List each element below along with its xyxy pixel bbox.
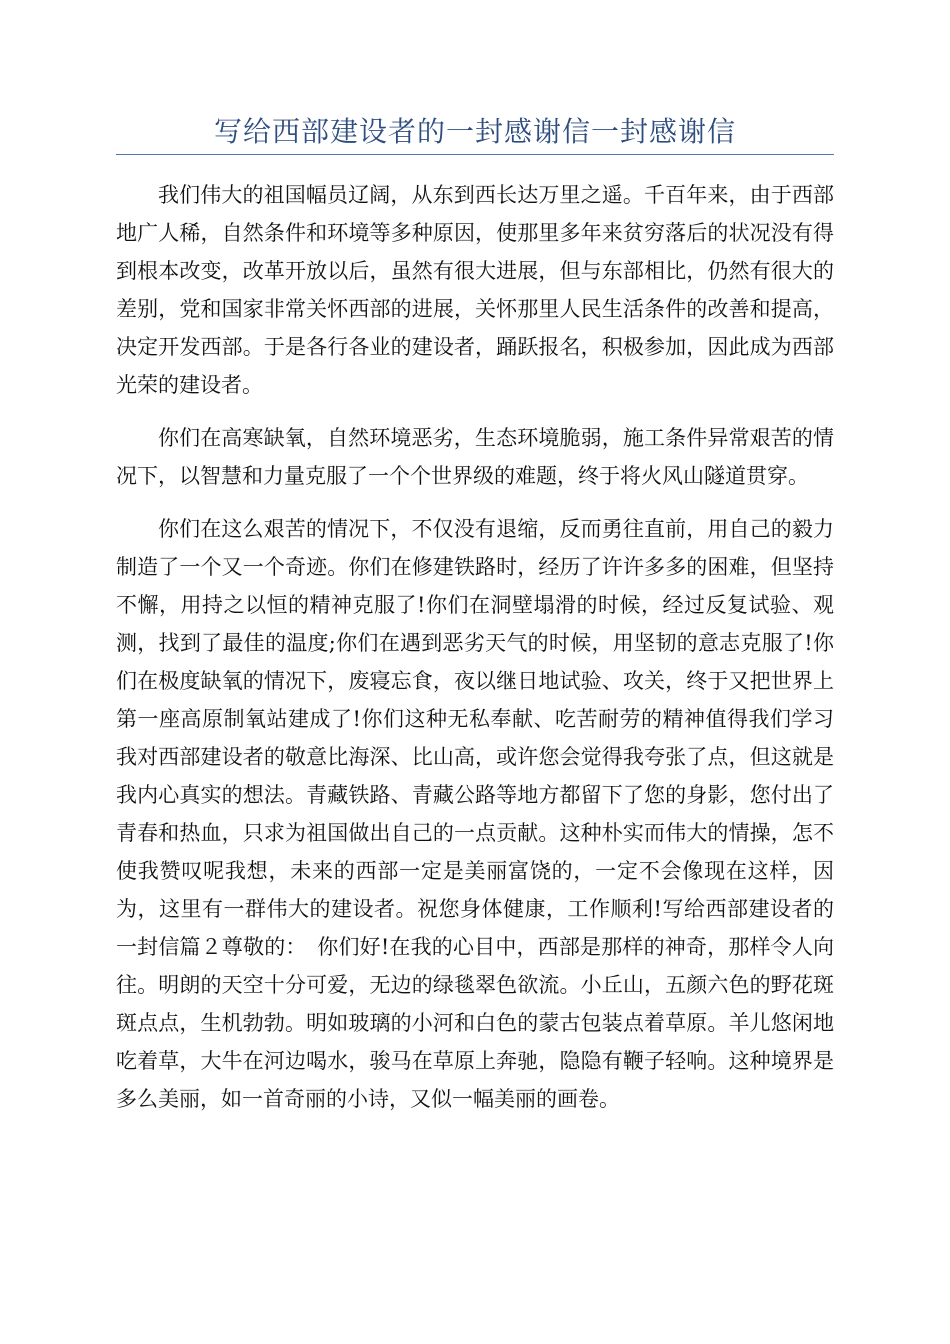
paragraph-3: 你们在这么艰苦的情况下，不仅没有退缩，反而勇往直前，用自己的毅力制造了一个又一个奇迹。你们在修建铁路时，经历了许许多多的困难，但坚持不懈，用持之以恒的精神克服了!你们在洞壁塌滑的时候，经过反复试验、观测，找到了最佳的温度;你们在遇到恶劣天气的时候，用坚韧的意志克服了!你们在极度缺氧的情况下，废寝忘食，夜以继日地试验、攻关，终于又把世界上第一座高原制氧站建成了!你们这种无私奉献、吃苦耐劳的精神值得我们学习我对西部建设者的敬意比海深、比山高，或许您会觉得我夸张了点，但这就是我内心真实的想法。青藏铁路、青藏公路等地方都留下了您的身影，您付出了青春和热血，只求为祖国做出自己的一点贡献。这种朴实而伟大的情操，怎不使我赞叹呢我想，未来的西部一定是美丽富饶的，一定不会像现在这样，因为，这里有一群伟大的建设者。祝您身体健康，工作顺利!写给西部建设者的一封信篇２尊敬的： 你们好!在我的心目中，西部是那样的神奇，那样令人向往。明朗的天空十分可爱，无边的绿毯翠色欲流。小丘山，五颜六色的野花斑斑点点，生机勃勃。明如玻璃的小河和白色的蒙古包装点着草原。羊儿悠闲地吃着草，大牛在河边喝水，骏马在草原上奔驰，隐隐有鞭子轻响。这种境界是多么美丽，如一首奇丽的小诗，又似一幅美丽的画卷。	[116, 517, 834, 1111]
title-underline	[116, 154, 834, 155]
paragraph-1: 我们伟大的祖国幅员辽阔，从东到西长达万里之遥。千百年来，由于西部地广人稀，自然条件和环境等多种原因，使那里多年来贫穷落后的状况没有得到根本改变，改革开放以后，虽然有很大进展，但与东部相比，仍然有很大的差别，党和国家非常关怀西部的进展，关怀那里人民生活条件的改善和提高，决定开发西部。于是各行各业的建设者，踊跃报名，积极参加，因此成为西部光荣的建设者。	[116, 183, 834, 397]
document-body	[116, 176, 834, 1133]
paragraph-2: 你们在高寒缺氧，自然环境恶劣，生态环境脆弱，施工条件异常艰苦的情况下，以智慧和力量克服了一个个世界级的难题，终于将火风山隧道贯穿。	[116, 426, 834, 488]
document-title: 写给西部建设者的一封感谢信一封感谢信	[213, 115, 736, 148]
